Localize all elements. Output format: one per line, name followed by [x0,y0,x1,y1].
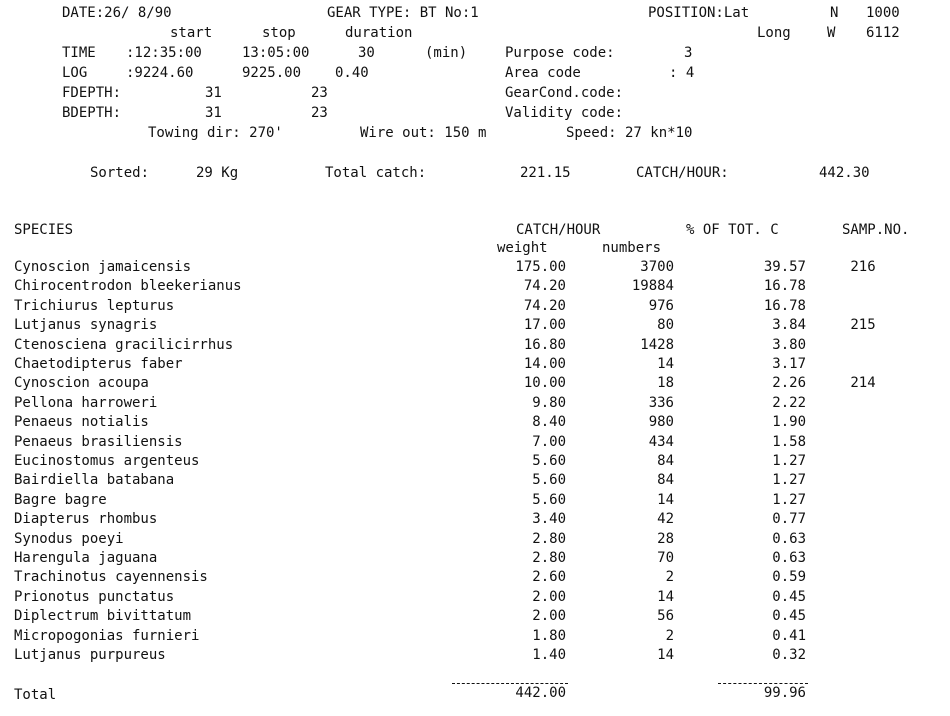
catch-weight: 3.40 [532,511,566,527]
catch-numbers: 56 [657,608,674,624]
catch-numbers: 18 [657,375,674,391]
catch-weight: 2.80 [532,550,566,566]
validity-code-label: Validity code: [505,105,624,121]
catch-numbers: 19884 [631,278,674,294]
catch-numbers: 14 [657,356,674,372]
percent-of-total: 0.41 [772,628,806,644]
catch-weight: 1.40 [532,647,566,663]
fdepth-label: FDEPTH: [62,85,122,101]
catch-weight: 2.80 [532,531,566,547]
total-catch-label: Total catch: [325,165,427,181]
catch-weight: 14.00 [523,356,566,372]
percent-of-total: 1.27 [772,472,806,488]
log-distance: 0.40 [335,65,369,81]
total-catch-value: 221.15 [520,165,571,181]
percent-of-total: 0.63 [772,531,806,547]
catch-numbers: 1428 [640,337,674,353]
purpose-code-value: 3 [684,45,693,61]
catch-numbers: 70 [657,550,674,566]
species-name: Diplectrum bivittatum [14,608,192,624]
species-name: Penaeus notialis [14,414,149,430]
catch-numbers: 80 [657,317,674,333]
total-label: Total [14,687,57,703]
catch-numbers: 14 [657,492,674,508]
percent-of-total: 0.77 [772,511,806,527]
percent-of-total: 1.90 [772,414,806,430]
catch-weight: 74.20 [523,298,566,314]
catch-weight: 8.40 [532,414,566,430]
catch-per-hour-value: 442.30 [819,165,870,181]
percent-of-total: 3.84 [772,317,806,333]
catch-numbers: 84 [657,453,674,469]
catch-per-hour-label: CATCH/HOUR: [636,165,729,181]
time-label: TIME [62,45,96,61]
catch-weight: 2.60 [532,569,566,585]
catch-numbers: 336 [648,395,674,411]
percent-of-total: 2.22 [772,395,806,411]
catch-numbers: 976 [648,298,674,314]
species-name: Prionotus punctatus [14,589,175,605]
percent-of-total: 16.78 [763,278,806,294]
percent-of-total: 0.63 [772,550,806,566]
bdepth-start: 31 [205,105,222,121]
column-duration-label: duration [345,25,413,41]
lat-direction: N [830,5,839,21]
species-name: Micropogonias furnieri [14,628,200,644]
purpose-code-label: Purpose code: [505,45,615,61]
species-name: Harengula jaguana [14,550,158,566]
species-name: Chirocentrodon bleekerianus [14,278,242,294]
catch-numbers: 14 [657,589,674,605]
wire-out: Wire out: 150 m [360,125,487,141]
percent-of-total: 1.58 [772,434,806,450]
long-label: Long [757,25,791,41]
log-stop: 9225.00 [242,65,302,81]
species-name: Diapterus rhombus [14,511,158,527]
catch-weight: 5.60 [532,492,566,508]
percent-of-total: 1.27 [772,492,806,508]
gear-type-text: GEAR TYPE: BT No:1 [327,5,479,21]
percent-of-total: 2.26 [772,375,806,391]
percent-of-total: 0.45 [772,608,806,624]
species-name: Lutjanus synagris [14,317,158,333]
catch-weight: 7.00 [532,434,566,450]
position-label: POSITION:Lat [648,5,750,21]
catch-hour-column-header: CATCH/HOUR [516,222,601,238]
catch-numbers: 2 [665,569,674,585]
weight-subheader: weight [497,240,548,256]
gearcond-code-label: GearCond.code: [505,85,624,101]
catch-weight: 5.60 [532,453,566,469]
percent-of-total: 1.27 [772,453,806,469]
species-name: Trachinotus cayennensis [14,569,208,585]
species-name: Penaeus brasiliensis [14,434,183,450]
percent-of-total: 3.17 [772,356,806,372]
species-name: Chaetodipterus faber [14,356,183,372]
catch-numbers: 14 [657,647,674,663]
bdepth-label: BDEPTH: [62,105,122,121]
catch-weight: 1.80 [532,628,566,644]
catch-numbers: 84 [657,472,674,488]
species-column-header: SPECIES [14,222,74,238]
catch-weight: 2.00 [532,608,566,624]
species-name: Trichiurus lepturus [14,298,175,314]
area-code-value: : 4 [669,65,695,81]
species-name: Bairdiella batabana [14,472,175,488]
column-start-label: start [170,25,213,41]
towing-direction: Towing dir: 270' [148,125,283,141]
catch-numbers: 3700 [640,259,674,275]
species-name: Synodus poeyi [14,531,124,547]
time-unit: (min) [425,45,468,61]
species-name: Pellona harroweri [14,395,158,411]
total-weight-rule [452,683,568,684]
numbers-subheader: numbers [602,240,662,256]
species-name: Cynoscion acoupa [14,375,149,391]
catch-weight: 16.80 [523,337,566,353]
sample-number: 215 [850,317,876,333]
column-stop-label: stop [262,25,296,41]
speed: Speed: 27 kn*10 [566,125,693,141]
percent-of-total: 0.45 [772,589,806,605]
area-code-label: Area code [505,65,581,81]
catch-weight: 175.00 [515,259,566,275]
species-name: Cynoscion jamaicensis [14,259,192,275]
catch-weight: 5.60 [532,472,566,488]
total-percent-value: 99.96 [763,685,806,701]
time-duration: 30 [358,45,375,61]
time-stop: 13:05:00 [242,45,310,61]
sample-number: 216 [850,259,876,275]
catch-numbers: 28 [657,531,674,547]
species-name: Bagre bagre [14,492,107,508]
sample-number: 214 [850,375,876,391]
species-name: Lutjanus purpureus [14,647,166,663]
percent-of-total: 0.32 [772,647,806,663]
catch-weight: 74.20 [523,278,566,294]
catch-numbers: 434 [648,434,674,450]
catch-numbers: 980 [648,414,674,430]
log-label: LOG [62,65,88,81]
bdepth-stop: 23 [311,105,328,121]
sample-number-column-header: SAMP.NO. [842,222,910,238]
lat-value: 1000 [866,5,900,21]
catch-weight: 9.80 [532,395,566,411]
catch-weight: 17.00 [523,317,566,333]
fdepth-stop: 23 [311,85,328,101]
catch-weight: 10.00 [523,375,566,391]
log-start: :9224.60 [126,65,194,81]
percent-of-total: 16.78 [763,298,806,314]
time-start: :12:35:00 [126,45,202,61]
species-name: Eucinostomus argenteus [14,453,200,469]
percent-total-column-header: % OF TOT. C [686,222,779,238]
catch-numbers: 2 [665,628,674,644]
date-text: DATE:26/ 8/90 [62,5,172,21]
sorted-label: Sorted: [90,165,150,181]
percent-of-total: 0.59 [772,569,806,585]
catch-numbers: 42 [657,511,674,527]
percent-of-total: 3.80 [772,337,806,353]
total-percent-rule [718,683,808,684]
long-value: 6112 [866,25,900,41]
long-direction: W [827,25,836,41]
percent-of-total: 39.57 [763,259,806,275]
species-name: Ctenosciena gracilicirrhus [14,337,234,353]
sorted-value: 29 Kg [196,165,239,181]
total-weight-value: 442.00 [515,685,566,701]
catch-weight: 2.00 [532,589,566,605]
fdepth-start: 31 [205,85,222,101]
